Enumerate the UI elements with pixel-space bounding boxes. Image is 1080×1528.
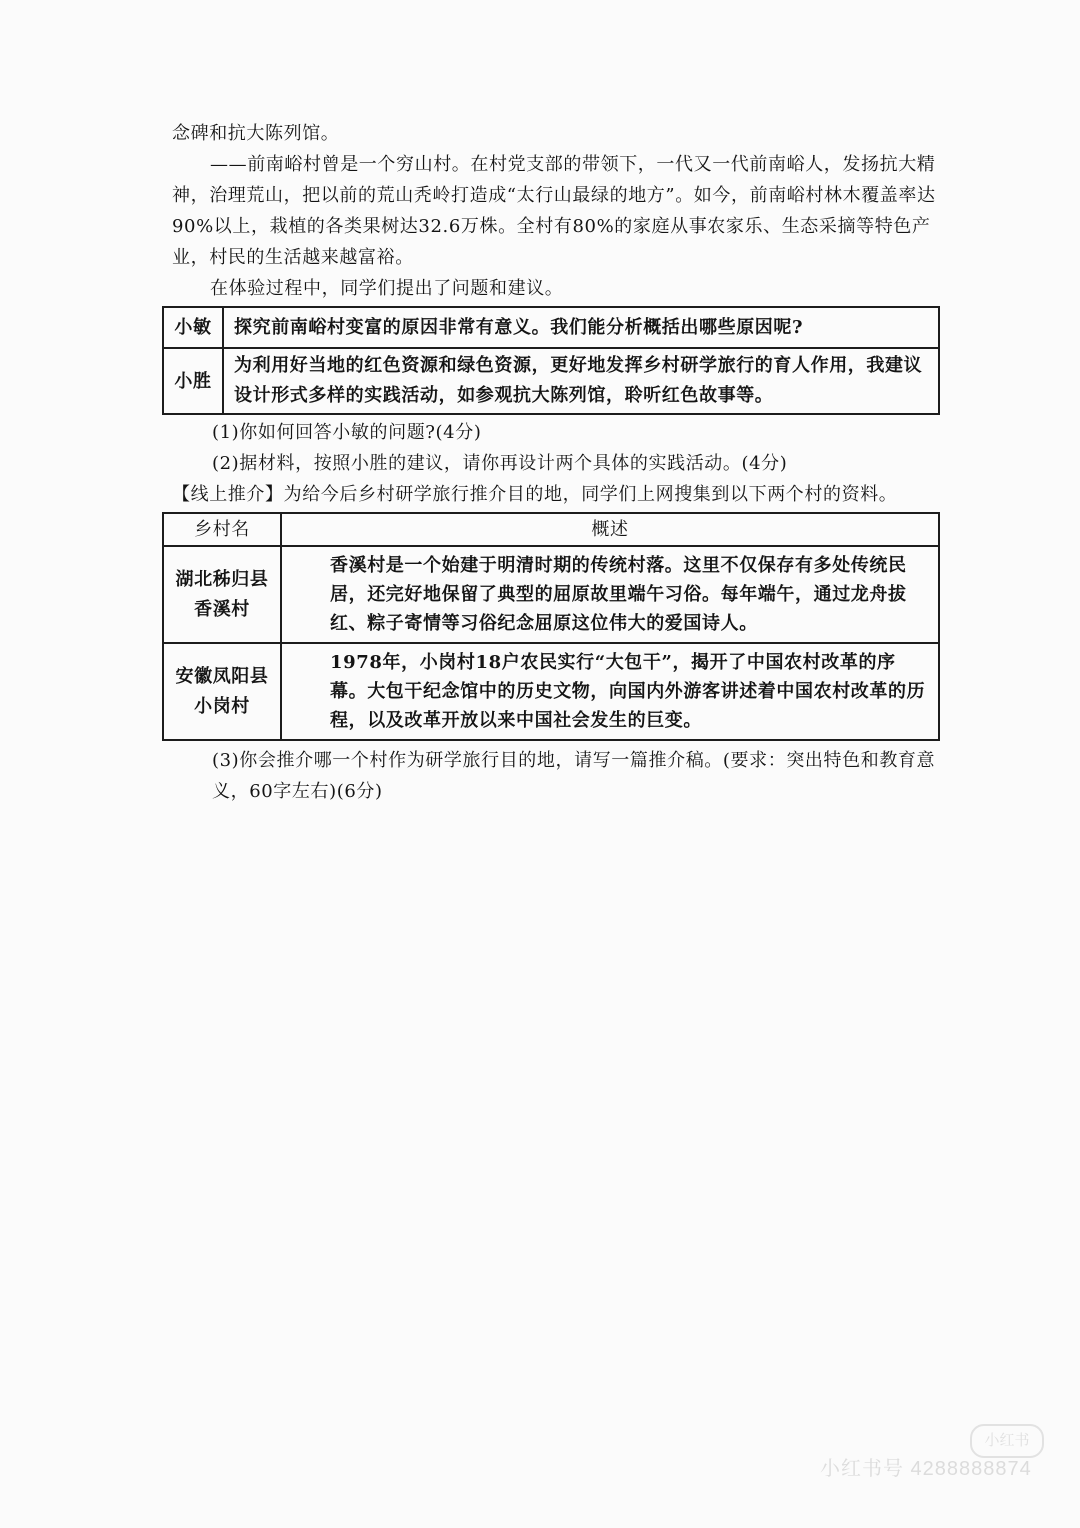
page-content [172, 118, 942, 807]
village-county: 安徽凤阳县 [175, 665, 269, 687]
village-name-cell [163, 546, 281, 643]
village-name: 香溪村 [194, 598, 250, 620]
table-header-row [163, 513, 939, 546]
question-1: (1)你如何回答小敏的问题?(4分) [212, 422, 482, 443]
question-2: (2)据材料，按照小胜的建议，请你再设计两个具体的实践活动。(4分) [212, 453, 788, 474]
table-row [163, 546, 939, 643]
watermark-text: 小红书号 4288888874 [820, 1458, 1032, 1480]
column-header-village: 乡村名 [163, 513, 281, 546]
column-header-overview: 概述 [281, 513, 939, 546]
village-name: 小岗村 [194, 695, 250, 717]
question-3: (3)你会推介哪一个村作为研学旅行目的地，请写一篇推介稿。(要求：突出特色和教育意义，60字左右)(6分) [212, 750, 936, 802]
village-table [162, 512, 940, 741]
student-question: 探究前南峪村变富的原因非常有意义。我们能分析概括出哪些原因呢? [223, 307, 939, 348]
online-recommend-intro: 【线上推介】为给今后乡村研学旅行推介目的地，同学们上网搜集到以下两个村的资料。 [172, 484, 898, 505]
student-suggestion: 为利用好当地的红色资源和绿色资源，更好地发挥乡村研学旅行的育人作用，我建议设计形式多样的实践活动，如参观抗大陈列馆，聆听红色故事等。 [223, 348, 939, 414]
village-county: 湖北秭归县 [175, 568, 269, 590]
village-overview: 1978年，小岗村18户农民实行“大包干”，揭开了中国农村改革的序幕。大包干纪念馆中的历史文物，向国内外游客讲述着中国农村改革的历程，以及改革开放以来中国社会发生的巨变。 [330, 652, 926, 731]
student-name-xiaomin: 小敏 [163, 307, 223, 348]
student-name-xiaosheng: 小胜 [163, 348, 223, 414]
village-overview: 香溪村是一个始建于明清时期的传统村落。这里不仅保存有多处传统民居，还完好地保留了典型的屈原故里端午习俗。每年端午，通过龙舟拔红、粽子寄情等习俗纪念屈原这位伟大的爱国诗人。 [330, 555, 907, 634]
village-description-paragraph: ——前南峪村曾是一个穷山村。在村党支部的带领下，一代又一代前南峪人，发扬抗大精神，治理荒山，把以前的荒山秃岭打造成“太行山最绿的地方”。如今，前南峪村林木覆盖率达90%以上，栽植的各类果树达32.6万株。全村有80%的家庭从事农家乐、生态采摘等特色产业，村民的生活越来越富裕。 [172, 154, 936, 268]
village-overview-cell [281, 546, 939, 643]
watermark-logo: 小红书 [970, 1424, 1044, 1458]
table-row [163, 643, 939, 740]
continued-line: 念碑和抗大陈列馆。 [172, 123, 340, 144]
village-overview-cell [281, 643, 939, 740]
table-row [163, 348, 939, 414]
suggestion-table [162, 306, 940, 415]
village-name-cell [163, 643, 281, 740]
experience-intro-paragraph: 在体验过程中，同学们提出了问题和建议。 [210, 278, 564, 299]
table-row [163, 307, 939, 348]
